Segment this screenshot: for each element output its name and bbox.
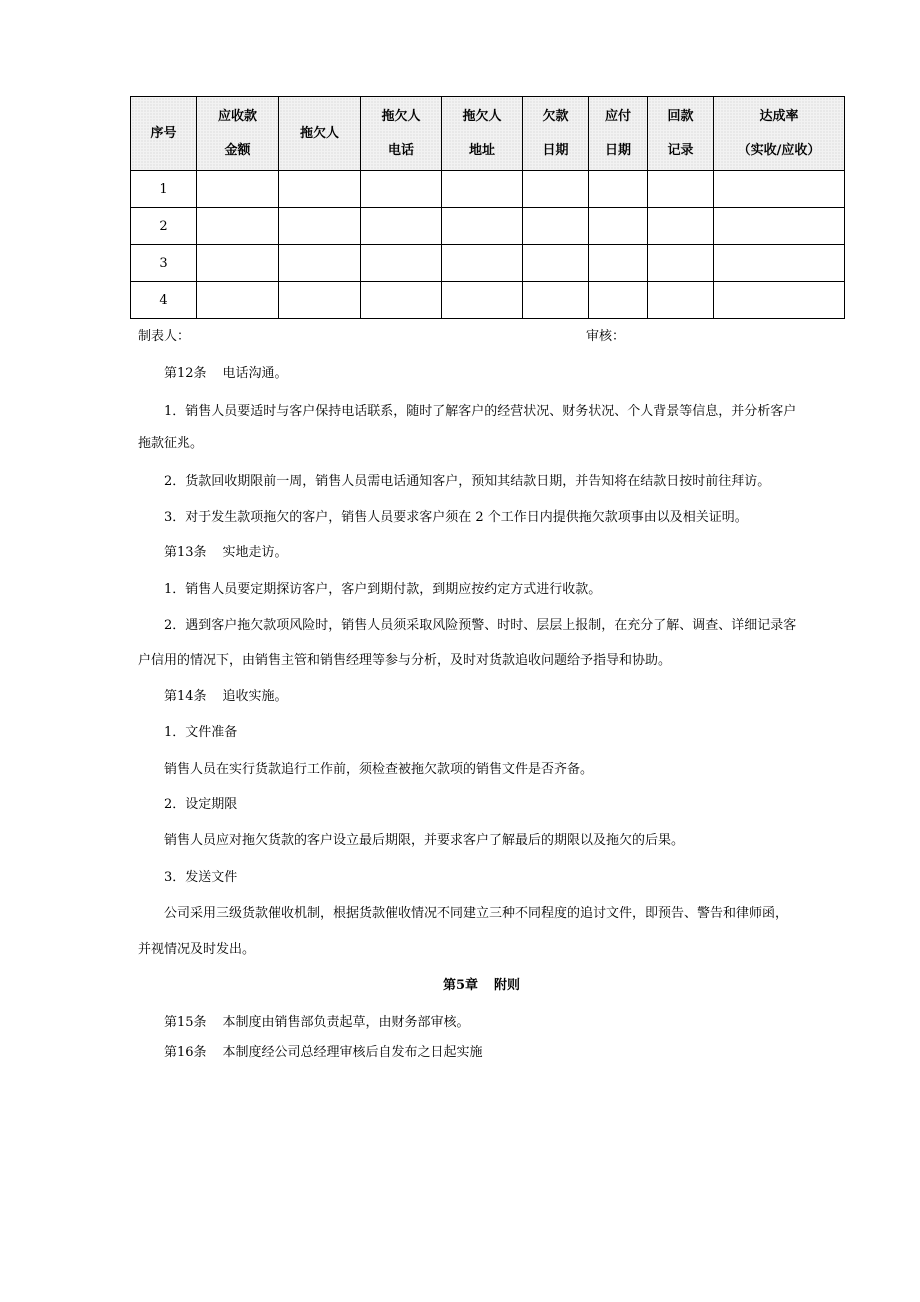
header-serial: 序号 xyxy=(131,97,197,171)
table-cell xyxy=(523,282,589,319)
paragraph: 公司采用三级货款催收机制，根据货款催收情况不同建立三种不同程度的追讨文件，即预告、警告和律师函， xyxy=(164,906,789,921)
table-cell xyxy=(361,171,442,208)
table-cell xyxy=(648,208,714,245)
paragraph: 2．货款回收期限前一周，销售人员需电话通知客户，预知其结款日期，并告知将在结款日按时前往拜访。 xyxy=(164,474,771,489)
article-name: 电话沟通。 xyxy=(222,366,288,381)
table-cell xyxy=(589,171,648,208)
paragraph: 销售人员在实行货款追行工作前，须检查被拖欠款项的销售文件是否齐备。 xyxy=(164,762,594,777)
table-cell xyxy=(442,282,523,319)
article-text: 本制度经公司总经理审核后自发布之日起实施 xyxy=(222,1045,483,1060)
table-cell xyxy=(523,245,589,282)
table-cell xyxy=(714,208,845,245)
table-cell xyxy=(279,245,361,282)
row-serial: 1 xyxy=(131,171,197,208)
article-name: 追收实施。 xyxy=(222,689,288,704)
row-serial: 2 xyxy=(131,208,197,245)
header-debtor-phone: 拖欠人 电话 xyxy=(361,97,442,171)
subsection-heading: 3．发送文件 xyxy=(164,870,238,885)
receivables-table xyxy=(130,96,845,319)
article-number: 第16条 xyxy=(164,1045,207,1060)
table-row xyxy=(131,282,845,319)
paragraph-continued: 并视情况及时发出。 xyxy=(138,942,256,957)
table-cell xyxy=(714,171,845,208)
table-cell xyxy=(361,245,442,282)
article-13-heading xyxy=(164,545,288,561)
paragraph: 2．遇到客户拖欠款项风险时，销售人员须采取风险预警、时时、层层上报制，在充分了解、调查、详细记录客 xyxy=(164,618,797,633)
table-maker-label: 制表人： xyxy=(138,329,191,344)
table-cell xyxy=(197,282,279,319)
table-cell xyxy=(442,171,523,208)
table-row xyxy=(131,245,845,282)
table-reviewer-label: 审核： xyxy=(586,329,626,344)
table-cell xyxy=(714,282,845,319)
article-15 xyxy=(164,1015,470,1031)
table-cell xyxy=(279,208,361,245)
row-serial: 3 xyxy=(131,245,197,282)
article-name: 实地走访。 xyxy=(222,545,288,560)
table-cell xyxy=(714,245,845,282)
article-text: 本制度由销售部负责起草，由财务部审核。 xyxy=(222,1015,470,1030)
table-cell xyxy=(361,282,442,319)
article-number: 第13条 xyxy=(164,545,207,560)
paragraph: 3．对于发生款项拖欠的客户，销售人员要求客户须在 2 个工作日内提供拖欠款项事由以及相关证明。 xyxy=(164,510,748,525)
table-cell xyxy=(197,208,279,245)
table-cell xyxy=(361,208,442,245)
table-cell xyxy=(523,208,589,245)
article-number: 第12条 xyxy=(164,366,207,381)
table-cell xyxy=(442,245,523,282)
table-cell xyxy=(442,208,523,245)
article-number: 第15条 xyxy=(164,1015,207,1030)
table-cell xyxy=(197,245,279,282)
chapter-5-heading xyxy=(443,978,520,994)
paragraph-continued: 拖款征兆。 xyxy=(138,436,204,451)
paragraph: 销售人员应对拖欠货款的客户设立最后期限，并要求客户了解最后的期限以及拖欠的后果。 xyxy=(164,833,685,848)
paragraph: 1．销售人员要适时与客户保持电话联系，随时了解客户的经营状况、财务状况、个人背景等信息，并分析客户 xyxy=(164,404,797,419)
table-cell xyxy=(648,171,714,208)
table-cell xyxy=(589,208,648,245)
subsection-heading: 1．文件准备 xyxy=(164,725,238,740)
header-repayment-record: 回款 记录 xyxy=(648,97,714,171)
table-cell xyxy=(648,245,714,282)
table-cell xyxy=(648,282,714,319)
header-achievement-rate: 达成率 （实收/应收） xyxy=(714,97,845,171)
table-row xyxy=(131,171,845,208)
chapter-number: 第5章 xyxy=(443,978,479,993)
paragraph-continued: 户信用的情况下，由销售主管和销售经理等参与分析，及时对货款追收问题给予指导和协助。 xyxy=(138,653,672,668)
table-cell xyxy=(589,245,648,282)
table-cell xyxy=(589,282,648,319)
table-row xyxy=(131,208,845,245)
header-debt-date: 欠款 日期 xyxy=(523,97,589,171)
article-14-heading xyxy=(164,689,288,705)
article-number: 第14条 xyxy=(164,689,207,704)
article-12-heading xyxy=(164,366,288,382)
chapter-name: 附则 xyxy=(494,978,521,993)
header-debtor: 拖欠人 xyxy=(279,97,361,171)
table-cell xyxy=(279,171,361,208)
row-serial: 4 xyxy=(131,282,197,319)
paragraph: 1．销售人员要定期探访客户，客户到期付款，到期应按约定方式进行收款。 xyxy=(164,582,602,597)
table-cell xyxy=(279,282,361,319)
header-debtor-address: 拖欠人 地址 xyxy=(442,97,523,171)
table-cell xyxy=(197,171,279,208)
subsection-heading: 2．设定期限 xyxy=(164,797,238,812)
header-receivable-amount: 应收款 金额 xyxy=(197,97,279,171)
table-cell xyxy=(523,171,589,208)
table-header-row xyxy=(131,97,845,171)
article-16 xyxy=(164,1045,483,1061)
header-due-date: 应付 日期 xyxy=(589,97,648,171)
